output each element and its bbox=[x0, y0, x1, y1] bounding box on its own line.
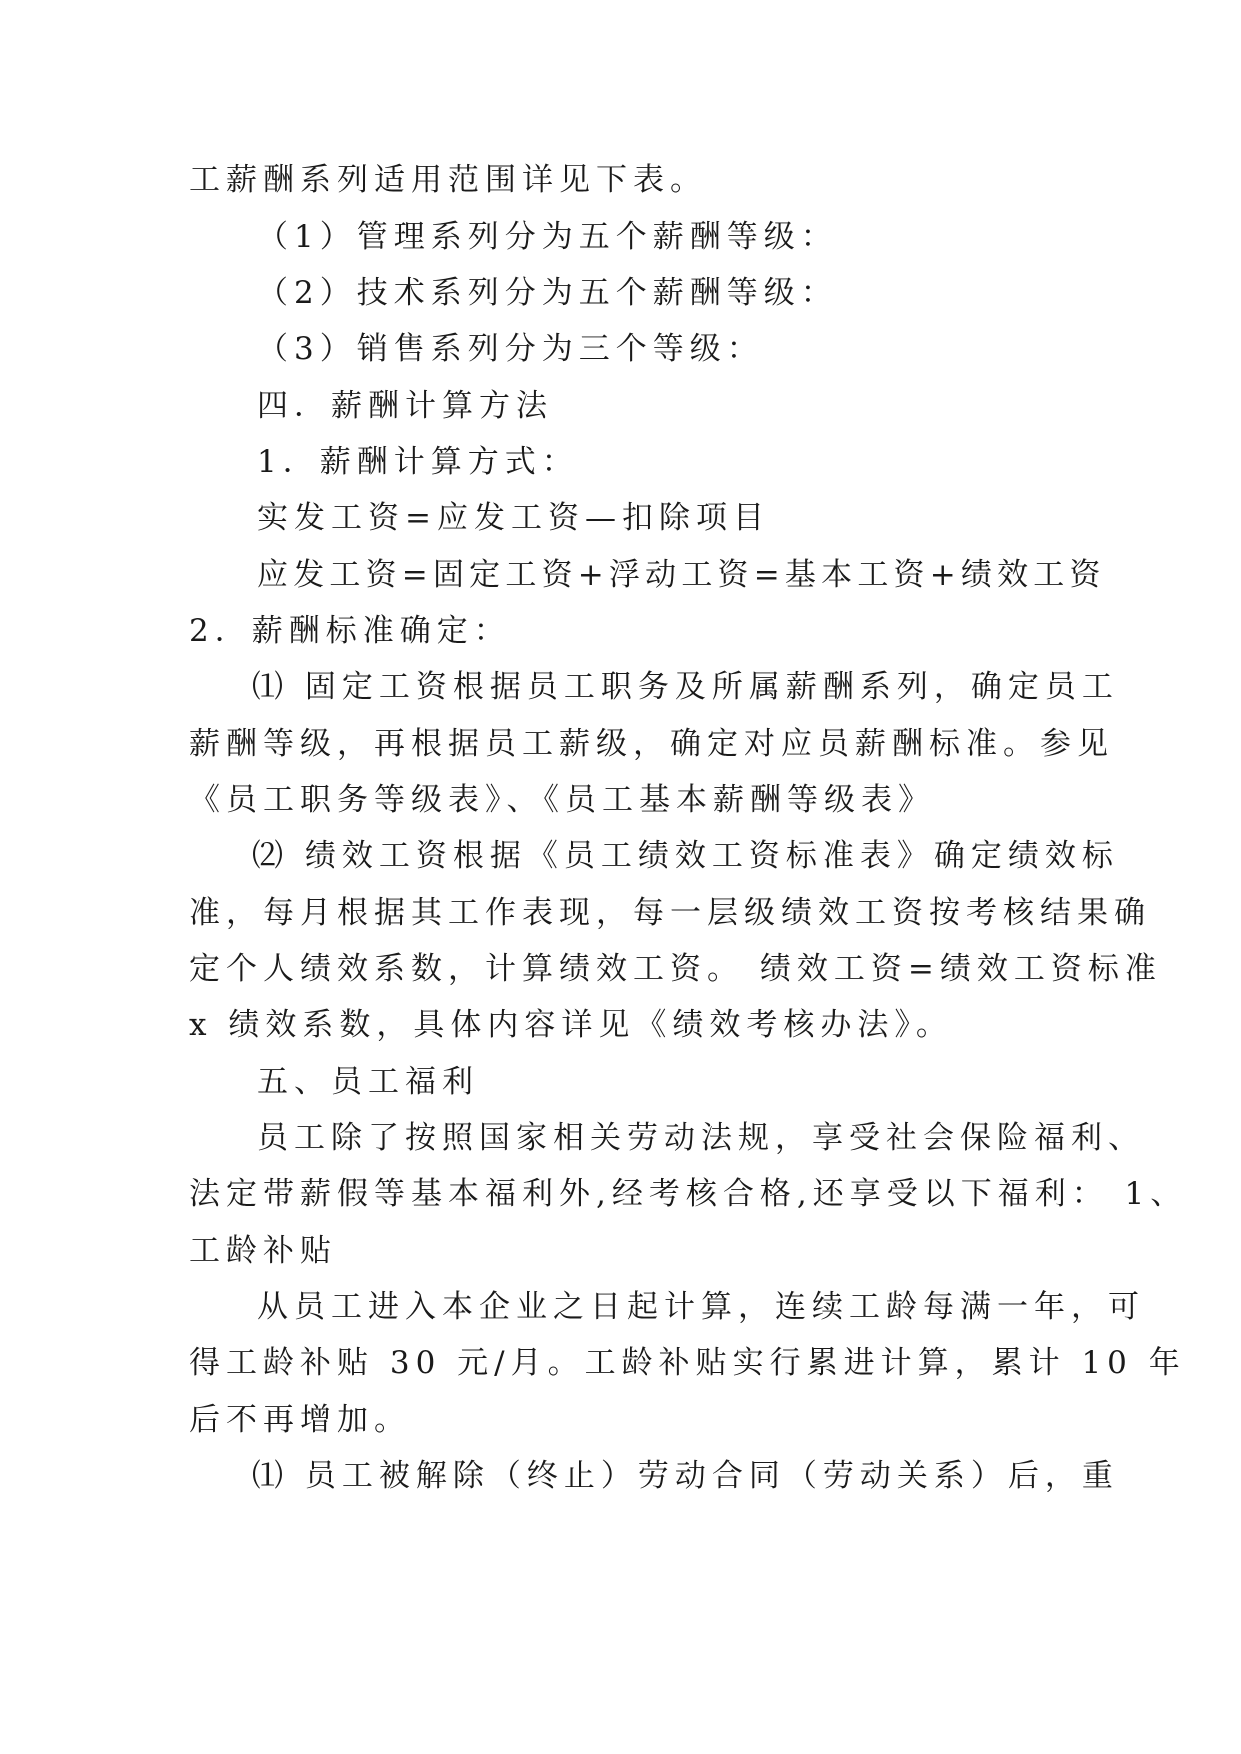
paragraph-line: （3）销售系列分为三个等级： bbox=[257, 331, 764, 367]
paragraph-line: 工龄补贴 bbox=[189, 1233, 337, 1269]
paragraph-line: 《员工职务等级表》、《员工基本薪酬等级表》 bbox=[189, 782, 935, 818]
paragraph-line: 法定带薪假等基本福利外,经考核合格,还享受以下福利： 1、 bbox=[189, 1176, 1188, 1212]
paragraph-line: 薪酬等级，再根据员工薪级，确定对应员薪酬标准。参见 bbox=[189, 726, 1114, 762]
paragraph-line: （1）管理系列分为五个薪酬等级： bbox=[257, 219, 838, 255]
section-heading: 五、员工福利 bbox=[257, 1064, 479, 1100]
paragraph-line: ⑴ 固定工资根据员工职务及所属薪酬系列，确定员工 bbox=[252, 669, 1119, 705]
paragraph-line: （2）技术系列分为五个薪酬等级： bbox=[257, 275, 838, 311]
paragraph-line: 准，每月根据其工作表现，每一层级绩效工资按考核结果确 bbox=[189, 895, 1151, 931]
formula-line: 实发工资=应发工资—扣除项目 bbox=[257, 500, 770, 536]
formula-line: 应发工资=固定工资+浮动工资=基本工资+绩效工资 bbox=[257, 557, 1106, 593]
paragraph-line: 工薪酬系列适用范围详见下表。 bbox=[189, 162, 707, 198]
paragraph-line: 得工龄补贴 30 元/月。工龄补贴实行累进计算，累计 10 年 bbox=[189, 1345, 1186, 1381]
paragraph-line: 从员工进入本企业之日起计算，连续工龄每满一年，可 bbox=[257, 1289, 1145, 1325]
paragraph-line: ⑴ 员工被解除（终止）劳动合同（劳动关系）后，重 bbox=[252, 1458, 1119, 1494]
paragraph-line: x 绩效系数，具体内容详见《绩效考核办法》。 bbox=[189, 1007, 953, 1043]
subsection-heading: 1．薪酬计算方式： bbox=[257, 444, 579, 480]
paragraph-line: 定个人绩效系数，计算绩效工资。 绩效工资=绩效工资标准 bbox=[189, 951, 1162, 987]
paragraph-line: ⑵ 绩效工资根据《员工绩效工资标准表》确定绩效标 bbox=[252, 838, 1119, 874]
subsection-heading: 2．薪酬标准确定： bbox=[189, 613, 511, 649]
paragraph-line: 后不再增加。 bbox=[189, 1402, 411, 1438]
section-heading: 四．薪酬计算方法 bbox=[257, 388, 553, 424]
paragraph-line: 员工除了按照国家相关劳动法规，享受社会保险福利、 bbox=[257, 1120, 1145, 1156]
